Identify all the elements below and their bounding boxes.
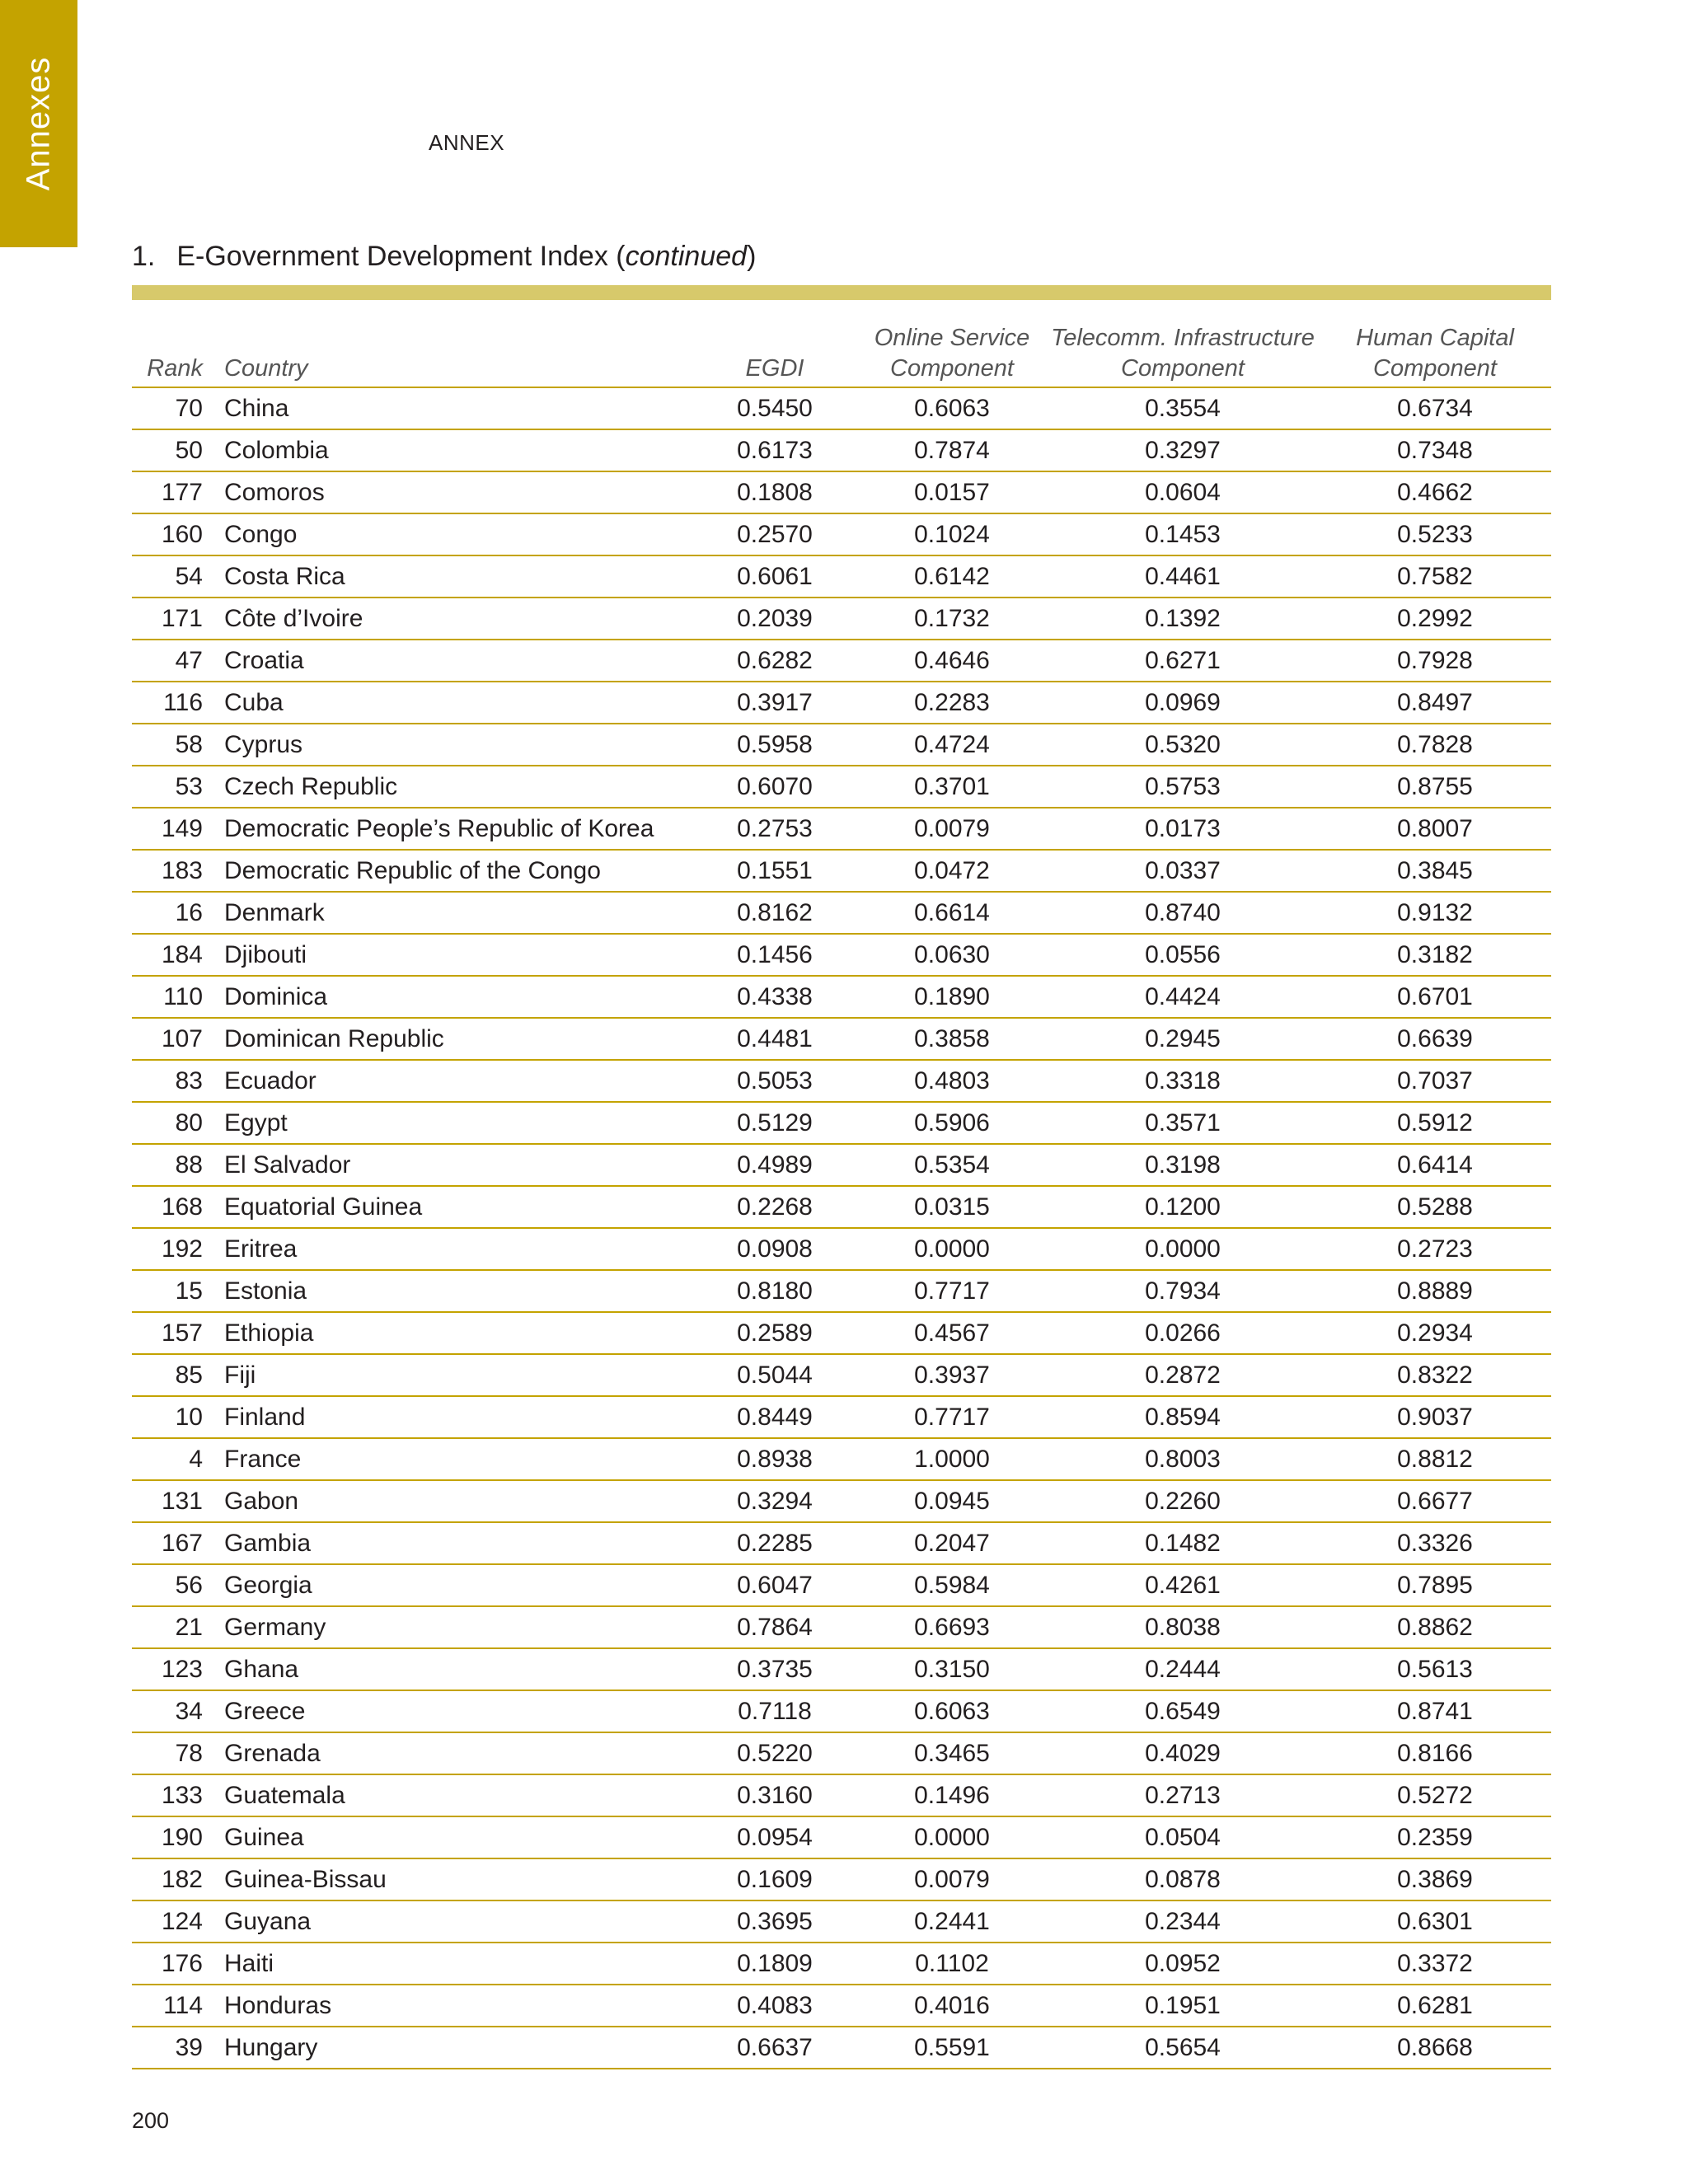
table-row xyxy=(132,724,1551,766)
section-number: 1. xyxy=(132,241,156,272)
cell-human-capital: 0.5233 xyxy=(1319,513,1551,555)
table-row xyxy=(132,1816,1551,1858)
table-row xyxy=(132,1018,1551,1060)
table-row xyxy=(132,387,1551,429)
cell-country: Ethiopia xyxy=(214,1312,692,1354)
cell-country: Equatorial Guinea xyxy=(214,1186,692,1228)
table-row xyxy=(132,2027,1551,2069)
cell-rank: 107 xyxy=(132,1018,214,1060)
section-title-continued: continued xyxy=(625,241,748,272)
table-row xyxy=(132,682,1551,724)
cell-human-capital: 0.5288 xyxy=(1319,1186,1551,1228)
cell-rank: 56 xyxy=(132,1564,214,1606)
cell-rank: 131 xyxy=(132,1480,214,1522)
cell-egdi: 0.2753 xyxy=(692,808,857,850)
cell-egdi: 0.6282 xyxy=(692,640,857,682)
cell-online-service: 0.6614 xyxy=(857,892,1047,934)
table-row xyxy=(132,1564,1551,1606)
cell-telecom-infrastructure: 0.0337 xyxy=(1047,850,1319,892)
cell-rank: 110 xyxy=(132,976,214,1018)
cell-egdi: 0.1456 xyxy=(692,934,857,976)
cell-online-service: 1.0000 xyxy=(857,1438,1047,1480)
cell-rank: 114 xyxy=(132,1985,214,2027)
table-row xyxy=(132,1060,1551,1102)
cell-egdi: 0.6061 xyxy=(692,555,857,598)
cell-telecom-infrastructure: 0.3297 xyxy=(1047,429,1319,471)
cell-rank: 50 xyxy=(132,429,214,471)
annexes-side-tab xyxy=(0,0,77,247)
cell-country: Djibouti xyxy=(214,934,692,976)
cell-human-capital: 0.7348 xyxy=(1319,429,1551,471)
cell-human-capital: 0.2359 xyxy=(1319,1816,1551,1858)
cell-country: Cuba xyxy=(214,682,692,724)
cell-egdi: 0.5958 xyxy=(692,724,857,766)
cell-telecom-infrastructure: 0.4461 xyxy=(1047,555,1319,598)
table-row xyxy=(132,1102,1551,1144)
cell-online-service: 0.6063 xyxy=(857,387,1047,429)
cell-country: Guinea-Bissau xyxy=(214,1858,692,1900)
cell-human-capital: 0.5272 xyxy=(1319,1774,1551,1816)
cell-online-service: 0.0079 xyxy=(857,1858,1047,1900)
cell-human-capital: 0.8497 xyxy=(1319,682,1551,724)
table-row xyxy=(132,1186,1551,1228)
cell-telecom-infrastructure: 0.0878 xyxy=(1047,1858,1319,1900)
cell-rank: 167 xyxy=(132,1522,214,1564)
cell-country: Croatia xyxy=(214,640,692,682)
cell-telecom-infrastructure: 0.0266 xyxy=(1047,1312,1319,1354)
cell-telecom-infrastructure: 0.0952 xyxy=(1047,1943,1319,1985)
cell-human-capital: 0.6301 xyxy=(1319,1900,1551,1943)
cell-rank: 190 xyxy=(132,1816,214,1858)
cell-egdi: 0.6173 xyxy=(692,429,857,471)
cell-rank: 171 xyxy=(132,598,214,640)
table-row xyxy=(132,1690,1551,1732)
table-row xyxy=(132,471,1551,513)
cell-online-service: 0.6693 xyxy=(857,1606,1047,1648)
cell-country: Democratic Republic of the Congo xyxy=(214,850,692,892)
cell-rank: 183 xyxy=(132,850,214,892)
cell-country: Georgia xyxy=(214,1564,692,1606)
cell-egdi: 0.4338 xyxy=(692,976,857,1018)
table-row xyxy=(132,1943,1551,1985)
cell-telecom-infrastructure: 0.1951 xyxy=(1047,1985,1319,2027)
table-row xyxy=(132,513,1551,555)
table-body xyxy=(132,387,1551,2069)
cell-egdi: 0.2589 xyxy=(692,1312,857,1354)
egdi-table xyxy=(132,323,1551,2069)
cell-rank: 58 xyxy=(132,724,214,766)
cell-rank: 160 xyxy=(132,513,214,555)
cell-egdi: 0.6047 xyxy=(692,1564,857,1606)
table-row xyxy=(132,808,1551,850)
table-row xyxy=(132,598,1551,640)
cell-human-capital: 0.2934 xyxy=(1319,1312,1551,1354)
table-row xyxy=(132,1858,1551,1900)
cell-country: Greece xyxy=(214,1690,692,1732)
cell-egdi: 0.3917 xyxy=(692,682,857,724)
cell-rank: 85 xyxy=(132,1354,214,1396)
cell-online-service: 0.5354 xyxy=(857,1144,1047,1186)
cell-rank: 133 xyxy=(132,1774,214,1816)
cell-telecom-infrastructure: 0.2260 xyxy=(1047,1480,1319,1522)
cell-rank: 123 xyxy=(132,1648,214,1690)
cell-egdi: 0.8449 xyxy=(692,1396,857,1438)
table-row xyxy=(132,1312,1551,1354)
cell-human-capital: 0.3869 xyxy=(1319,1858,1551,1900)
cell-online-service: 0.4646 xyxy=(857,640,1047,682)
cell-online-service: 0.3701 xyxy=(857,766,1047,808)
cell-egdi: 0.1808 xyxy=(692,471,857,513)
cell-egdi: 0.7864 xyxy=(692,1606,857,1648)
table-row xyxy=(132,892,1551,934)
cell-rank: 21 xyxy=(132,1606,214,1648)
cell-online-service: 0.1890 xyxy=(857,976,1047,1018)
cell-egdi: 0.2268 xyxy=(692,1186,857,1228)
table-row xyxy=(132,1270,1551,1312)
cell-online-service: 0.0472 xyxy=(857,850,1047,892)
cell-telecom-infrastructure: 0.3198 xyxy=(1047,1144,1319,1186)
cell-telecom-infrastructure: 0.2713 xyxy=(1047,1774,1319,1816)
cell-egdi: 0.3695 xyxy=(692,1900,857,1943)
cell-human-capital: 0.9132 xyxy=(1319,892,1551,934)
cell-human-capital: 0.8007 xyxy=(1319,808,1551,850)
cell-online-service: 0.0000 xyxy=(857,1228,1047,1270)
section-title-text: E-Government Development Index ( xyxy=(176,241,626,272)
table-row xyxy=(132,1732,1551,1774)
cell-human-capital: 0.8755 xyxy=(1319,766,1551,808)
cell-telecom-infrastructure: 0.8003 xyxy=(1047,1438,1319,1480)
cell-telecom-infrastructure: 0.1453 xyxy=(1047,513,1319,555)
cell-egdi: 0.5044 xyxy=(692,1354,857,1396)
header-telecom-infrastructure: Telecomm. Infrastructure Component xyxy=(1047,323,1319,387)
cell-human-capital: 0.6701 xyxy=(1319,976,1551,1018)
cell-telecom-infrastructure: 0.0173 xyxy=(1047,808,1319,850)
cell-human-capital: 0.3182 xyxy=(1319,934,1551,976)
cell-egdi: 0.3735 xyxy=(692,1648,857,1690)
cell-egdi: 0.1551 xyxy=(692,850,857,892)
header-rank: Rank xyxy=(132,323,214,387)
table-row xyxy=(132,1396,1551,1438)
cell-rank: 88 xyxy=(132,1144,214,1186)
cell-online-service: 0.7717 xyxy=(857,1396,1047,1438)
cell-country: Ghana xyxy=(214,1648,692,1690)
cell-online-service: 0.1496 xyxy=(857,1774,1047,1816)
cell-online-service: 0.2283 xyxy=(857,682,1047,724)
cell-country: Costa Rica xyxy=(214,555,692,598)
table-row xyxy=(132,429,1551,471)
cell-human-capital: 0.8889 xyxy=(1319,1270,1551,1312)
table-row xyxy=(132,1144,1551,1186)
cell-telecom-infrastructure: 0.2444 xyxy=(1047,1648,1319,1690)
cell-online-service: 0.3858 xyxy=(857,1018,1047,1060)
cell-country: Haiti xyxy=(214,1943,692,1985)
cell-country: Grenada xyxy=(214,1732,692,1774)
cell-rank: 157 xyxy=(132,1312,214,1354)
cell-rank: 80 xyxy=(132,1102,214,1144)
cell-rank: 124 xyxy=(132,1900,214,1943)
cell-online-service: 0.0630 xyxy=(857,934,1047,976)
cell-telecom-infrastructure: 0.8740 xyxy=(1047,892,1319,934)
cell-online-service: 0.3465 xyxy=(857,1732,1047,1774)
cell-telecom-infrastructure: 0.6549 xyxy=(1047,1690,1319,1732)
cell-telecom-infrastructure: 0.3571 xyxy=(1047,1102,1319,1144)
cell-country: Egypt xyxy=(214,1102,692,1144)
cell-telecom-infrastructure: 0.8594 xyxy=(1047,1396,1319,1438)
cell-human-capital: 0.3326 xyxy=(1319,1522,1551,1564)
cell-egdi: 0.2039 xyxy=(692,598,857,640)
cell-online-service: 0.0945 xyxy=(857,1480,1047,1522)
table-row xyxy=(132,850,1551,892)
cell-egdi: 0.8180 xyxy=(692,1270,857,1312)
section-title-end: ) xyxy=(747,241,757,272)
cell-country: France xyxy=(214,1438,692,1480)
title-rule xyxy=(132,285,1551,300)
cell-rank: 182 xyxy=(132,1858,214,1900)
table-row xyxy=(132,555,1551,598)
cell-rank: 83 xyxy=(132,1060,214,1102)
cell-human-capital: 0.9037 xyxy=(1319,1396,1551,1438)
table-row xyxy=(132,640,1551,682)
cell-rank: 177 xyxy=(132,471,214,513)
cell-rank: 176 xyxy=(132,1943,214,1985)
cell-online-service: 0.3937 xyxy=(857,1354,1047,1396)
cell-online-service: 0.0000 xyxy=(857,1816,1047,1858)
cell-human-capital: 0.8322 xyxy=(1319,1354,1551,1396)
cell-egdi: 0.7118 xyxy=(692,1690,857,1732)
section-title xyxy=(132,241,756,273)
table-row xyxy=(132,1480,1551,1522)
cell-online-service: 0.6063 xyxy=(857,1690,1047,1732)
cell-online-service: 0.0315 xyxy=(857,1186,1047,1228)
cell-country: Finland xyxy=(214,1396,692,1438)
cell-egdi: 0.4989 xyxy=(692,1144,857,1186)
cell-country: Dominican Republic xyxy=(214,1018,692,1060)
cell-country: Fiji xyxy=(214,1354,692,1396)
page-number: 200 xyxy=(132,2108,170,2133)
cell-rank: 78 xyxy=(132,1732,214,1774)
table-row xyxy=(132,1606,1551,1648)
cell-telecom-infrastructure: 0.5320 xyxy=(1047,724,1319,766)
cell-country: Dominica xyxy=(214,976,692,1018)
cell-telecom-infrastructure: 0.2872 xyxy=(1047,1354,1319,1396)
cell-egdi: 0.3160 xyxy=(692,1774,857,1816)
cell-telecom-infrastructure: 0.6271 xyxy=(1047,640,1319,682)
cell-country: Honduras xyxy=(214,1985,692,2027)
cell-egdi: 0.6070 xyxy=(692,766,857,808)
cell-egdi: 0.4481 xyxy=(692,1018,857,1060)
cell-telecom-infrastructure: 0.3318 xyxy=(1047,1060,1319,1102)
cell-egdi: 0.0954 xyxy=(692,1816,857,1858)
cell-online-service: 0.2047 xyxy=(857,1522,1047,1564)
cell-rank: 54 xyxy=(132,555,214,598)
table-row xyxy=(132,1228,1551,1270)
cell-human-capital: 0.3845 xyxy=(1319,850,1551,892)
cell-human-capital: 0.7895 xyxy=(1319,1564,1551,1606)
cell-rank: 4 xyxy=(132,1438,214,1480)
cell-egdi: 0.6637 xyxy=(692,2027,857,2069)
cell-human-capital: 0.3372 xyxy=(1319,1943,1551,1985)
cell-rank: 15 xyxy=(132,1270,214,1312)
cell-egdi: 0.1809 xyxy=(692,1943,857,1985)
table-row xyxy=(132,1985,1551,2027)
table-row xyxy=(132,1438,1551,1480)
table-row xyxy=(132,976,1551,1018)
cell-egdi: 0.1609 xyxy=(692,1858,857,1900)
cell-online-service: 0.1102 xyxy=(857,1943,1047,1985)
cell-telecom-infrastructure: 0.0556 xyxy=(1047,934,1319,976)
cell-telecom-infrastructure: 0.8038 xyxy=(1047,1606,1319,1648)
cell-egdi: 0.3294 xyxy=(692,1480,857,1522)
table-row xyxy=(132,1900,1551,1943)
cell-telecom-infrastructure: 0.2344 xyxy=(1047,1900,1319,1943)
cell-country: Colombia xyxy=(214,429,692,471)
cell-human-capital: 0.7828 xyxy=(1319,724,1551,766)
cell-egdi: 0.0908 xyxy=(692,1228,857,1270)
cell-rank: 168 xyxy=(132,1186,214,1228)
cell-human-capital: 0.2992 xyxy=(1319,598,1551,640)
cell-telecom-infrastructure: 0.4424 xyxy=(1047,976,1319,1018)
cell-country: Estonia xyxy=(214,1270,692,1312)
cell-online-service: 0.3150 xyxy=(857,1648,1047,1690)
cell-online-service: 0.6142 xyxy=(857,555,1047,598)
cell-human-capital: 0.5613 xyxy=(1319,1648,1551,1690)
cell-country: Germany xyxy=(214,1606,692,1648)
cell-country: El Salvador xyxy=(214,1144,692,1186)
cell-human-capital: 0.5912 xyxy=(1319,1102,1551,1144)
cell-country: Gabon xyxy=(214,1480,692,1522)
cell-rank: 70 xyxy=(132,387,214,429)
cell-country: Denmark xyxy=(214,892,692,934)
cell-rank: 10 xyxy=(132,1396,214,1438)
side-tab-label: Annexes xyxy=(20,56,57,191)
cell-online-service: 0.0157 xyxy=(857,471,1047,513)
cell-egdi: 0.4083 xyxy=(692,1985,857,2027)
cell-egdi: 0.5220 xyxy=(692,1732,857,1774)
header-online-service: Online Service Component xyxy=(857,323,1047,387)
cell-country: Guinea xyxy=(214,1816,692,1858)
cell-human-capital: 0.7582 xyxy=(1319,555,1551,598)
cell-country: Czech Republic xyxy=(214,766,692,808)
table-row xyxy=(132,1774,1551,1816)
header-country: Country xyxy=(214,323,692,387)
cell-rank: 47 xyxy=(132,640,214,682)
cell-country: Guyana xyxy=(214,1900,692,1943)
cell-country: Hungary xyxy=(214,2027,692,2069)
cell-rank: 192 xyxy=(132,1228,214,1270)
cell-human-capital: 0.8812 xyxy=(1319,1438,1551,1480)
cell-human-capital: 0.8668 xyxy=(1319,2027,1551,2069)
cell-country: Cyprus xyxy=(214,724,692,766)
cell-online-service: 0.7874 xyxy=(857,429,1047,471)
cell-egdi: 0.5450 xyxy=(692,387,857,429)
table-row xyxy=(132,766,1551,808)
cell-online-service: 0.5906 xyxy=(857,1102,1047,1144)
cell-egdi: 0.8162 xyxy=(692,892,857,934)
cell-online-service: 0.4567 xyxy=(857,1312,1047,1354)
cell-egdi: 0.5053 xyxy=(692,1060,857,1102)
cell-human-capital: 0.6414 xyxy=(1319,1144,1551,1186)
cell-human-capital: 0.8862 xyxy=(1319,1606,1551,1648)
cell-online-service: 0.4016 xyxy=(857,1985,1047,2027)
table-row xyxy=(132,934,1551,976)
cell-online-service: 0.4724 xyxy=(857,724,1047,766)
cell-human-capital: 0.7928 xyxy=(1319,640,1551,682)
running-header: ANNEX xyxy=(429,130,505,155)
cell-online-service: 0.1024 xyxy=(857,513,1047,555)
cell-online-service: 0.0079 xyxy=(857,808,1047,850)
cell-egdi: 0.2285 xyxy=(692,1522,857,1564)
cell-telecom-infrastructure: 0.5654 xyxy=(1047,2027,1319,2069)
cell-telecom-infrastructure: 0.3554 xyxy=(1047,387,1319,429)
cell-human-capital: 0.8166 xyxy=(1319,1732,1551,1774)
cell-online-service: 0.1732 xyxy=(857,598,1047,640)
cell-human-capital: 0.7037 xyxy=(1319,1060,1551,1102)
table-row xyxy=(132,1354,1551,1396)
header-human-capital: Human Capital Component xyxy=(1319,323,1551,387)
cell-online-service: 0.7717 xyxy=(857,1270,1047,1312)
cell-country: Eritrea xyxy=(214,1228,692,1270)
cell-country: Ecuador xyxy=(214,1060,692,1102)
cell-telecom-infrastructure: 0.7934 xyxy=(1047,1270,1319,1312)
header-egdi: EGDI xyxy=(692,323,857,387)
cell-human-capital: 0.6677 xyxy=(1319,1480,1551,1522)
cell-country: Gambia xyxy=(214,1522,692,1564)
cell-human-capital: 0.6734 xyxy=(1319,387,1551,429)
cell-country: Comoros xyxy=(214,471,692,513)
cell-telecom-infrastructure: 0.4029 xyxy=(1047,1732,1319,1774)
cell-human-capital: 0.4662 xyxy=(1319,471,1551,513)
cell-telecom-infrastructure: 0.2945 xyxy=(1047,1018,1319,1060)
cell-online-service: 0.5591 xyxy=(857,2027,1047,2069)
cell-country: China xyxy=(214,387,692,429)
cell-country: Congo xyxy=(214,513,692,555)
table-row xyxy=(132,1648,1551,1690)
cell-rank: 16 xyxy=(132,892,214,934)
cell-telecom-infrastructure: 0.5753 xyxy=(1047,766,1319,808)
cell-human-capital: 0.2723 xyxy=(1319,1228,1551,1270)
cell-online-service: 0.4803 xyxy=(857,1060,1047,1102)
cell-country: Guatemala xyxy=(214,1774,692,1816)
table-row xyxy=(132,1522,1551,1564)
cell-telecom-infrastructure: 0.1392 xyxy=(1047,598,1319,640)
cell-telecom-infrastructure: 0.0504 xyxy=(1047,1816,1319,1858)
cell-human-capital: 0.6281 xyxy=(1319,1985,1551,2027)
table-header-row xyxy=(132,323,1551,387)
cell-egdi: 0.2570 xyxy=(692,513,857,555)
cell-human-capital: 0.6639 xyxy=(1319,1018,1551,1060)
cell-egdi: 0.8938 xyxy=(692,1438,857,1480)
cell-country: Côte d’Ivoire xyxy=(214,598,692,640)
cell-rank: 39 xyxy=(132,2027,214,2069)
cell-rank: 184 xyxy=(132,934,214,976)
cell-telecom-infrastructure: 0.0969 xyxy=(1047,682,1319,724)
cell-egdi: 0.5129 xyxy=(692,1102,857,1144)
cell-rank: 149 xyxy=(132,808,214,850)
cell-rank: 53 xyxy=(132,766,214,808)
cell-telecom-infrastructure: 0.0604 xyxy=(1047,471,1319,513)
cell-online-service: 0.2441 xyxy=(857,1900,1047,1943)
cell-human-capital: 0.8741 xyxy=(1319,1690,1551,1732)
cell-telecom-infrastructure: 0.4261 xyxy=(1047,1564,1319,1606)
cell-country: Democratic People’s Republic of Korea xyxy=(214,808,692,850)
cell-telecom-infrastructure: 0.1482 xyxy=(1047,1522,1319,1564)
cell-telecom-infrastructure: 0.1200 xyxy=(1047,1186,1319,1228)
cell-rank: 34 xyxy=(132,1690,214,1732)
cell-telecom-infrastructure: 0.0000 xyxy=(1047,1228,1319,1270)
cell-online-service: 0.5984 xyxy=(857,1564,1047,1606)
cell-rank: 116 xyxy=(132,682,214,724)
